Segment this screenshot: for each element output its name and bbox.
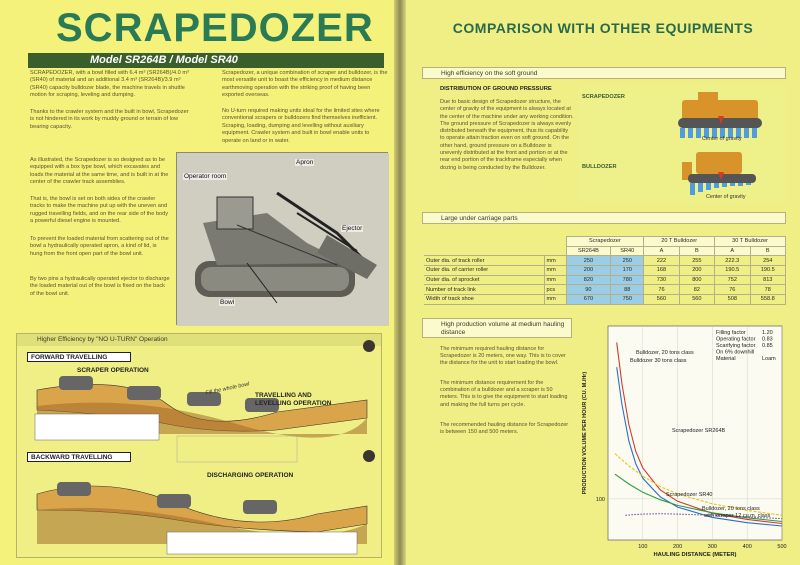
label-operator-room: Operator room — [184, 173, 227, 180]
factor-name: Scarifying factor — [716, 343, 756, 349]
series-label-sr40: Scrapedozer SR40 — [666, 492, 713, 498]
series-label-bulldozer-scraper-2: with scraper 12 cu.m. class — [704, 513, 771, 519]
label-bowl: Bowl — [220, 299, 235, 306]
table-cell: 730 — [644, 275, 679, 285]
factor-name: On 6% downhill — [716, 349, 755, 356]
right-page — [406, 0, 800, 565]
discharging-label: DISCHARGING OPERATION — [207, 472, 294, 479]
table-cell: 508 — [715, 295, 750, 305]
label-ejector: Ejector — [342, 225, 363, 232]
table-cell: 76 — [644, 285, 679, 295]
label-apron: Apron — [296, 159, 314, 166]
series-label-bulldozer-30t: Bulldozer 30 tons class — [630, 358, 687, 364]
factor-value: 0.83 — [762, 336, 773, 343]
design-paragraph-2: That is, the bowl is set on both sides of the crawler tracks to make the machine put up with the uneven and rugged travelling fields, and on the rear side of the body a powerful diesel engine is mounted. — [30, 196, 169, 225]
machine-cutaway-photo — [176, 152, 388, 325]
row-unit: mm — [544, 295, 566, 305]
table-cell: 255 — [679, 256, 714, 266]
factor-value: 1.20 — [762, 330, 773, 336]
bulldozer-label: BULLDOZER — [582, 164, 617, 170]
production-volume-chart — [576, 320, 794, 558]
factor-value: 0.85 — [762, 343, 773, 349]
table-cell: 76 — [715, 285, 750, 295]
row-label: Outer dia. of carrier roller — [424, 266, 544, 276]
table-cell: 560 — [679, 295, 714, 305]
design-paragraph-4: By two pins a hydraulically operated ejector to discharge the loaded material out of the bowl is fixed on the back of the bowl unit. — [30, 276, 170, 297]
terrain-illustration — [17, 334, 382, 558]
model-bar: Model SR264B / Model SR40 — [28, 53, 384, 68]
scraper-operation-label: SCRAPER OPERATION — [77, 367, 149, 374]
table-cell: 222 — [644, 256, 679, 266]
center-of-gravity-caption-1: Center of gravity — [702, 136, 742, 142]
table-row — [424, 266, 786, 276]
header-30t-bulldozer: 30 T Bulldozer — [715, 237, 786, 247]
row-unit: mm — [544, 266, 566, 276]
series-label-bulldozer-20t: Bulldozer, 20 tons class — [636, 350, 694, 356]
row-unit: mm — [544, 275, 566, 285]
subheader-cell: SR40 — [611, 246, 644, 256]
undercarriage-table — [424, 236, 786, 305]
subheader-cell: B — [750, 246, 786, 256]
subheader-cell: A — [715, 246, 750, 256]
table-row — [424, 285, 786, 295]
table-cell: 88 — [611, 285, 644, 295]
table-row — [424, 256, 786, 266]
no-u-turn-diagram — [16, 333, 382, 558]
section-soft-ground: High efficiency on the soft ground — [422, 67, 786, 79]
travelling-label: TRAVELLING AND — [255, 392, 312, 399]
series-label-sr264b: Scrapedozer SR264B — [672, 428, 726, 434]
intro-paragraph-2: Thanks to the crawler system and the built in bowl, Scrapedozer is not hindered in its work by muddy ground or terrain of low bearing capacity. — [30, 109, 189, 130]
table-row — [424, 275, 786, 285]
page-gutter — [394, 0, 406, 565]
backward-travelling-label: BACKWARD TRAVELLING — [27, 452, 131, 462]
table-cell: 780 — [611, 275, 644, 285]
factor-name: Material — [716, 356, 736, 362]
intro-paragraph-4: No U-turn required making units ideal for the limited sites where conventional scrapers or bulldozers find themselves inefficient. Scraping, loading, dumping and levelling without auxiliary equipment. Crawler system and built in bowl enable units to operate on land or in water. — [222, 108, 380, 144]
table-cell: 560 — [644, 295, 679, 305]
x-axis-label: HAULING DISTANCE (METER) — [653, 552, 737, 558]
table-cell: 190.5 — [750, 266, 786, 276]
subheader-cell: B — [679, 246, 714, 256]
table-cell: 82 — [679, 285, 714, 295]
table-cell: 250 — [611, 256, 644, 266]
scrapedozer-gravity-illustration — [578, 86, 786, 144]
x-tick-label: 100 — [638, 544, 648, 550]
x-tick-label: 500 — [777, 544, 787, 550]
y-axis-label: PRODUCTION VOLUME PER HOUR (CU. M./Hr) — [582, 371, 588, 495]
comparison-title: COMPARISON WITH OTHER EQUIPMENTS — [452, 20, 754, 36]
row-label: Number of track link — [424, 285, 544, 295]
factor-value: Loam — [762, 356, 776, 362]
left-page — [0, 0, 394, 565]
table-cell: 250 — [566, 256, 611, 266]
table-cell: 670 — [566, 295, 611, 305]
table-cell: 558.8 — [750, 295, 786, 305]
scrapedozer-label: SCRAPEDOZER — [582, 94, 625, 100]
row-unit: pcs — [544, 285, 566, 295]
page-title: SCRAPEDOZER — [56, 6, 374, 50]
production-paragraph-1: The minimum required hauling distance for Scrapedozer is 20 meters, one way. This is to cover the distance for the unit to start loading the bowl. — [440, 346, 566, 367]
table-group-header — [424, 237, 786, 247]
table-cell: 200 — [566, 266, 611, 276]
table-cell: 752 — [715, 275, 750, 285]
table-cell: 813 — [750, 275, 786, 285]
diagram-heading: Higher Efficiency by "NO U-TURN" Operation — [17, 334, 382, 346]
section-undercarriage: Large under carriage parts — [422, 212, 786, 224]
table-cell: 200 — [679, 266, 714, 276]
levelling-label: LEVELLING OPERATION — [255, 400, 332, 407]
series-label-bulldozer-scraper-1: Bulldozer, 20 tons class — [702, 506, 760, 512]
table-cell: 78 — [750, 285, 786, 295]
table-sub-header — [424, 246, 786, 256]
table-cell: 254 — [750, 256, 786, 266]
section-production-volume: High production volume at medium hauling distance — [422, 318, 572, 338]
intro-paragraph-3: Scrapedozer, a unique combination of scraper and bulldozer, is the most versatile unit to boast the efficiency in medium distance earthmoving operation with the striking proof of having been exported overseas. — [222, 70, 388, 99]
binder-hole — [363, 340, 375, 352]
y-tick-label: 100 — [595, 496, 605, 503]
table-cell: 750 — [611, 295, 644, 305]
header-20t-bulldozer: 20 T Bulldozer — [644, 237, 715, 247]
row-unit: mm — [544, 256, 566, 266]
table-cell: 170 — [611, 266, 644, 276]
production-paragraph-2: The minimum distance requirement for the combination of a bulldozer and a scraper is 50 meters. This is to give the equipment to start loading and making the full turns per cycle. — [440, 380, 568, 408]
intro-paragraph-1: SCRAPEDOZER, with a bowl filled with 6.4 m³ (SR264B)/4.0 m³ (SR40) of material and an additional 3.4 m³ (SR264B)/3.9 m³ (SR40) capacity bulldozer blade, the machine travels in shuttle motion for scraping, leveling and dumping. — [30, 70, 189, 99]
table-cell: 800 — [679, 275, 714, 285]
table-cell: 190.5 — [715, 266, 750, 276]
factor-name: Operating factor — [716, 336, 756, 343]
subheader-cell: A — [644, 246, 679, 256]
table-cell: 168 — [644, 266, 679, 276]
design-paragraph-1: As illustrated, the Scrapedozer is so designed as to be equipped with a box type bowl, which excavates and loads the material at the same time, and is built in at the center of the crawler track assemblies. — [30, 157, 169, 186]
production-paragraph-3: The recommended hauling distance for Scrapedozer is between 150 and 500 meters. — [440, 422, 569, 436]
row-label: Width of track shoe — [424, 295, 544, 305]
fill-bowl-note: Fill the whole bowl — [204, 381, 251, 397]
table-cell: 222.3 — [715, 256, 750, 266]
bulldozer-gravity-illustration — [578, 144, 786, 202]
x-tick-label: 200 — [673, 544, 683, 550]
table-cell: 820 — [566, 275, 611, 285]
row-label: Outer dia. of sprocket — [424, 275, 544, 285]
ground-pressure-heading: DISTRIBUTION OF GROUND PRESSURE — [440, 86, 552, 92]
bulldozer-icon — [578, 144, 786, 202]
table-row — [424, 295, 786, 305]
subheader-cell: SR264B — [566, 246, 611, 256]
design-paragraph-3: To prevent the loaded material from scattering out of the bowl a hydraulically operated apron, a kind of lid, is hung from the front open part of the bowl unit. — [30, 236, 169, 257]
table-cell: 90 — [566, 285, 611, 295]
header-scrapedozer: Scrapedozer — [566, 237, 644, 247]
factor-name: Filling factor — [716, 330, 746, 336]
row-label: Outer dia. of track roller — [424, 256, 544, 266]
ground-pressure-text: Due to basic design of Scrapedozer structure, the center of gravity of the equipment is always located at the center of the machine under any working condition. The ground pressure of Scrapedozer is always evenly distributed beneath the equipment, thus its capability to operate attain traction even on soft ground. On the other hand, ground pressure on a Bulldozer is unevenly distributed at the front and portion or at the rear end portion of the trackframe especially when dozing is being conducted by the Bulldozer. — [440, 99, 574, 171]
center-of-gravity-caption-2: Center of gravity — [706, 194, 746, 200]
x-tick-label: 300 — [707, 544, 717, 550]
binder-hole — [363, 450, 375, 462]
x-tick-label: 400 — [742, 544, 752, 550]
forward-travelling-label: FORWARD TRAVELLING — [27, 352, 131, 362]
